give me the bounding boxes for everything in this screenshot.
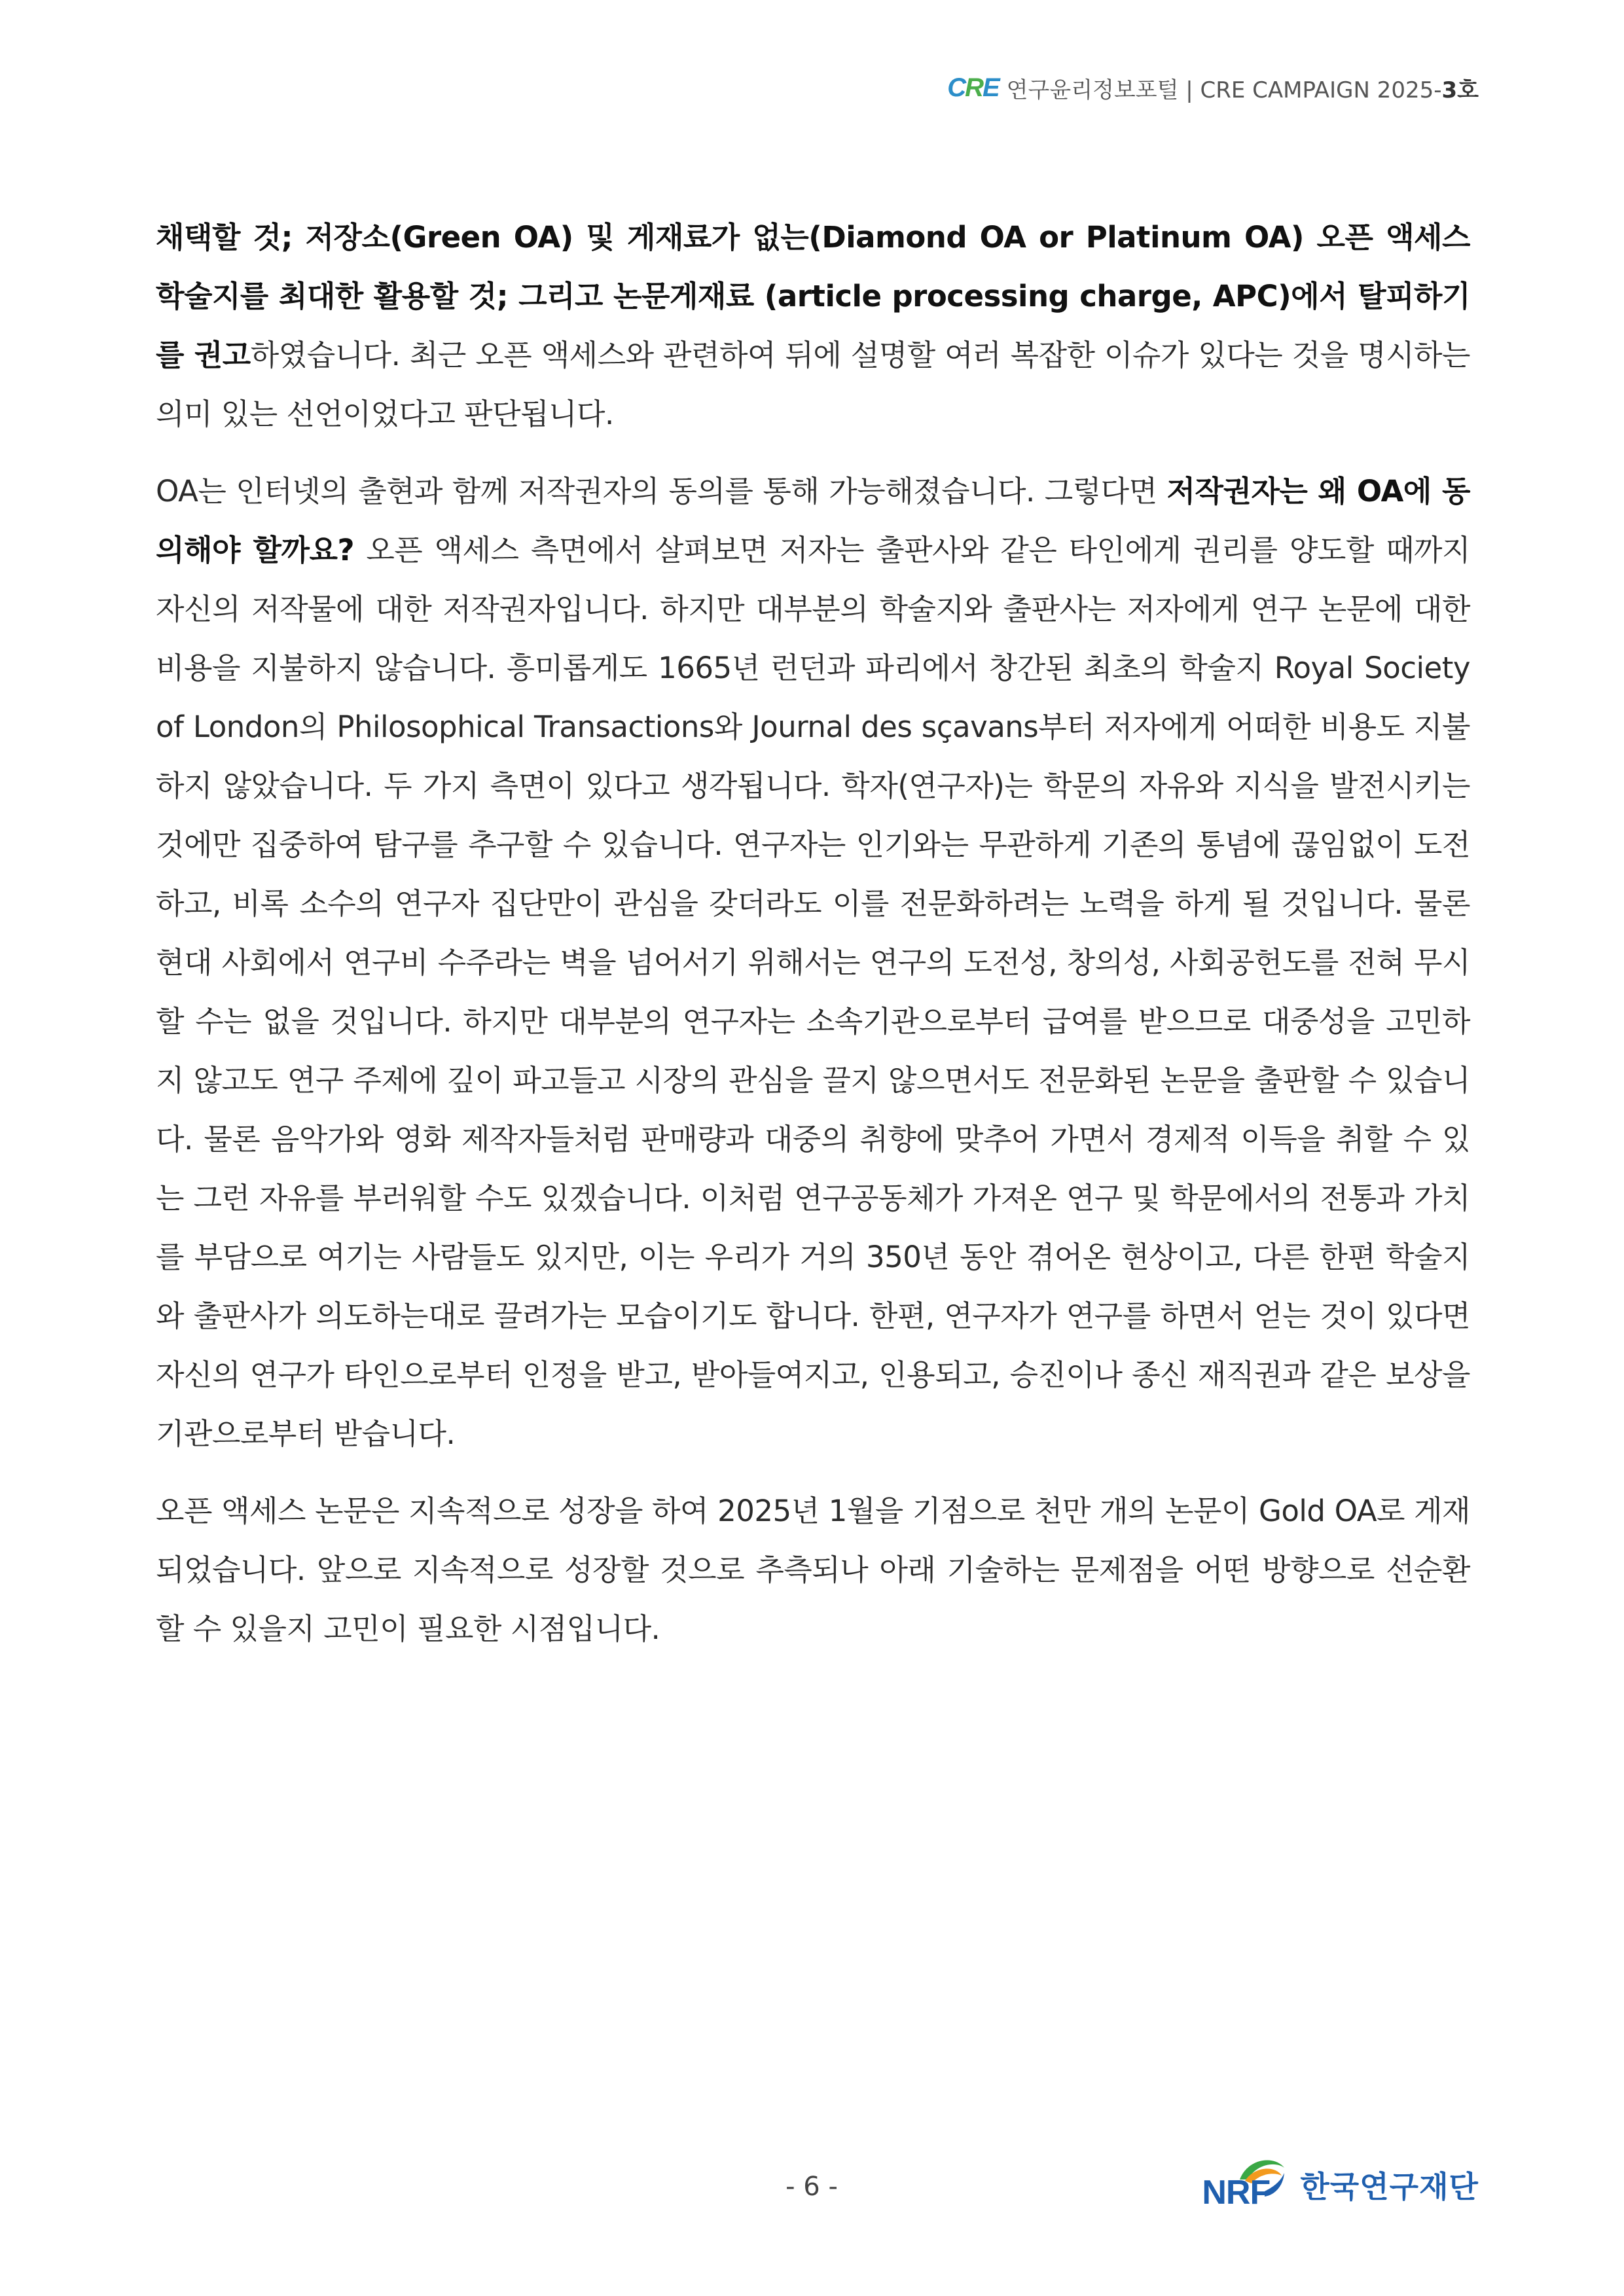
bold-text-run: 저작권자는 왜 OA에 동의해야 할까요? xyxy=(156,474,1470,567)
text-run: 오픈 액세스 측면에서 살펴보면 저자는 출판사와 같은 타인에게 권리를 양도할 때까지 자신의 저작물에 대한 저작권자입니다. 하지만 대부분의 학술지와 출판사는 저자에게 연구 논문에 대한 비용을 지불하지 않습니다. 흥미롭게도 1665년 런던과 파리에서 창간된 최초의 학술지 Royal Society of London의 Philosophical Transactions와 Journal des sçavans부터 저자에게 어떠한 비용도 지불하지 않았습니다. 두 가지 측면이 있다고 생각됩니다. 학자(연구자)는 학문의 자유와 지식을 발전시키는 것에만 집중하여 탐구를 추구할 수 있습니다. 연구자는 인기와는 무관하게 기존의 통념에 끊임없이 도전하고, 비록 소수의 연구자 집단만이 관심을 갖더라도 이를 전문화하려는 노력을 하게 될 것입니다. 물론 현대 사회에서 연구비 수주라는 벽을 넘어서기 위해서는 연구의 도전성, 창의성, 사회공헌도를 전혀 무시할 수는 없을 것입니다. 하지만 대부분의 연구자는 소속기관으로부터 급여를 받으므로 대중성을 고민하지 않고도 연구 주제에 깊이 파고들고 시장의 관심을 끌지 않으면서도 전문화된 논문을 출판할 수 있습니다. 물론 음악가와 영화 제작자들처럼 판매량과 대중의 취향에 맞추어 가면서 경제적 이득을 취할 수 있는 그런 자유를 부러워할 수도 있겠습니다. 이처럼 연구공동체가 가져온 연구 및 학문에서의 전통과 가치를 부담으로 여기는 사람들도 있지만, 이는 우리가 거의 350년 동안 겪어온 현상이고, 다른 한편 학술지와 출판사가 의도하는대로 끌려가는 모습이기도 합니다. 한편, 연구자가 연구를 하면서 얻는 것이 있다면 자신의 연구가 타인으로부터 인정을 받고, 받아들여지고, 인용되고, 승진이나 종신 재직권과 같은 보상을 기관으로부터 받습니다. xyxy=(156,533,1470,1451)
issue-number: 3호 xyxy=(1441,77,1479,103)
header-title: 연구윤리정보포털 | CRE CAMPAIGN 2025-3호 xyxy=(1006,77,1479,103)
nrf-emblem xyxy=(1202,2153,1291,2216)
text-run: 오픈 액세스 논문은 지속적으로 성장을 하여 2025년 1월을 기점으로 천만 개의 논문이 Gold OA로 게재되었습니다. 앞으로 지속적으로 성장할 것으로 추측되나 아래 기술하는 문제점을 어떤 방향으로 선순환할 수 있을지 고민이 필요한 시점입니다. xyxy=(156,1494,1470,1646)
page-number: - 6 - xyxy=(785,2172,838,2202)
paragraph-2 xyxy=(156,462,1470,1463)
article-body xyxy=(156,208,1470,1677)
paragraph-3 xyxy=(156,1482,1470,1659)
bold-text-run: 채택할 것; 저장소(Green OA) 및 게재료가 없는(Diamond OA or Platinum OA) 오픈 액세스 학술지를 최대한 활용할 것; 그리고 논문게재료 (article processing charge, APC)에서 탈피하기를 권고 xyxy=(156,220,1470,372)
text-run: OA는 인터넷의 출현과 함께 저작권자의 동의를 통해 가능해졌습니다. 그렇다면 xyxy=(156,474,1167,509)
text-run: 하였습니다. 최근 오픈 액세스와 관련하여 뒤에 설명할 여러 복잡한 이슈가 있다는 것을 명시하는 의미 있는 선언이었다고 판단됩니다. xyxy=(156,338,1470,431)
org-name: 한국연구재단 xyxy=(1300,2169,1479,2204)
cre-logo: C R E xyxy=(947,73,999,102)
page-header xyxy=(947,68,1479,107)
nrf-letters: NRF xyxy=(1202,2174,1271,2212)
nrf-logo xyxy=(1202,2153,1479,2216)
paragraph-1 xyxy=(156,208,1470,444)
